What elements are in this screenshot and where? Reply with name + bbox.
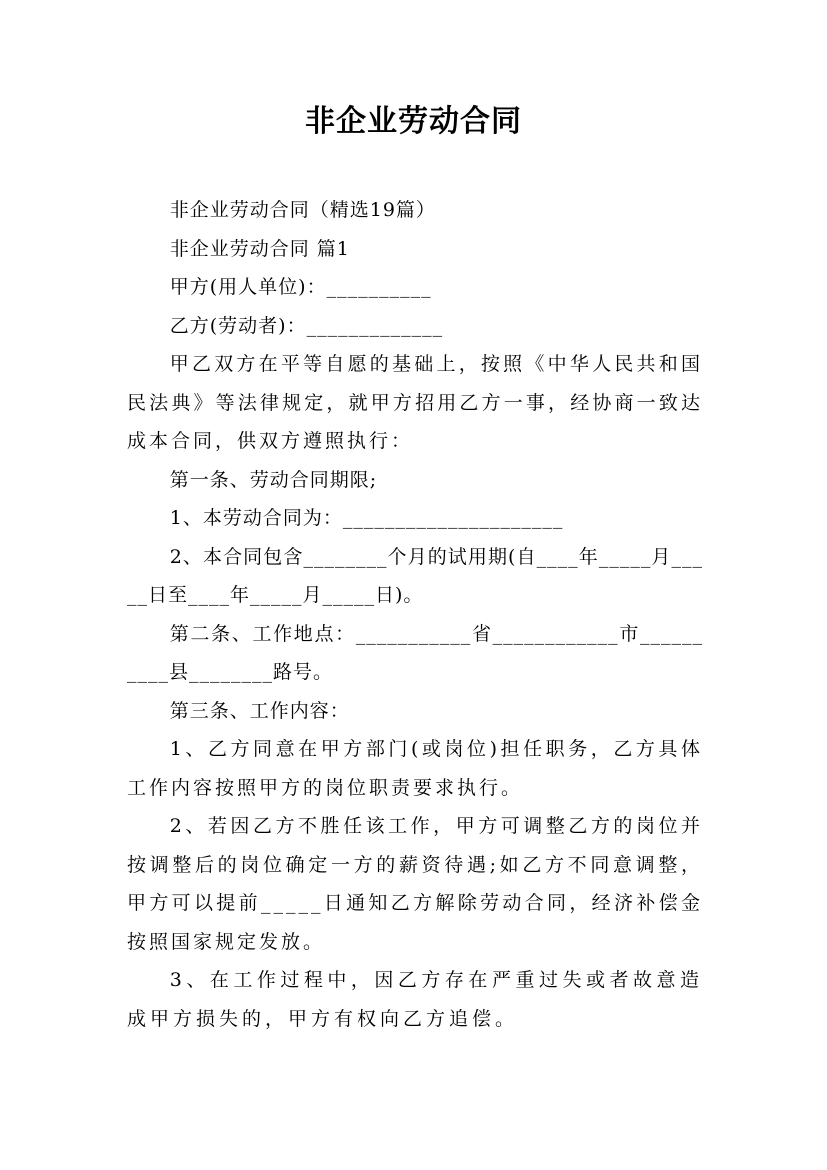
- paragraph-article-1-item-2: 2、本合同包含________个月的试用期(自____年_____月_____日至____年_____月_____日)。: [127, 545, 703, 606]
- paragraph-article-2: 第二条、工作地点：___________省____________市__________县________路号。: [127, 622, 703, 683]
- paragraph-article-3-heading: 第三条、工作内容：: [169, 699, 350, 722]
- document-body: [127, 191, 703, 1038]
- paragraph-article-3-item-1: 1、乙方同意在甲方部门(或岗位)担任职务，乙方具体工作内容按照甲方的岗位职责要求执行。: [127, 738, 703, 799]
- document-title: 非企业劳动合同: [305, 104, 522, 139]
- paragraph-subtitle: 非企业劳动合同（精选19篇）: [169, 199, 436, 221]
- paragraph-party-a: 甲方(用人单位)：__________: [169, 276, 432, 298]
- paragraph-article-3-item-3: 3、在工作过程中，因乙方存在严重过失或者故意造成甲方损失的，甲方有权向乙方追偿。: [127, 969, 703, 1030]
- paragraph-preamble: 甲乙双方在平等自愿的基础上，按照《中华人民共和国民法典》等法律规定，就甲方招用乙方一事，经协商一致达成本合同，供双方遵照执行：: [127, 353, 703, 452]
- paragraph-article-1-item-1: 1、本劳动合同为：_____________________: [169, 507, 564, 529]
- paragraph-party-b: 乙方(劳动者)：_____________: [169, 314, 444, 337]
- paragraph-article-3-item-2: 2、若因乙方不胜任该工作，甲方可调整乙方的岗位并按调整后的岗位确定一方的薪资待遇;如乙方不同意调整，甲方可以提前_____日通知乙方解除劳动合同，经济补偿金按照国家规定发放。: [127, 815, 703, 953]
- paragraph-article-1-heading: 第一条、劳动合同期限;: [169, 468, 378, 491]
- paragraph-section-heading: 非企业劳动合同 篇1: [169, 237, 350, 260]
